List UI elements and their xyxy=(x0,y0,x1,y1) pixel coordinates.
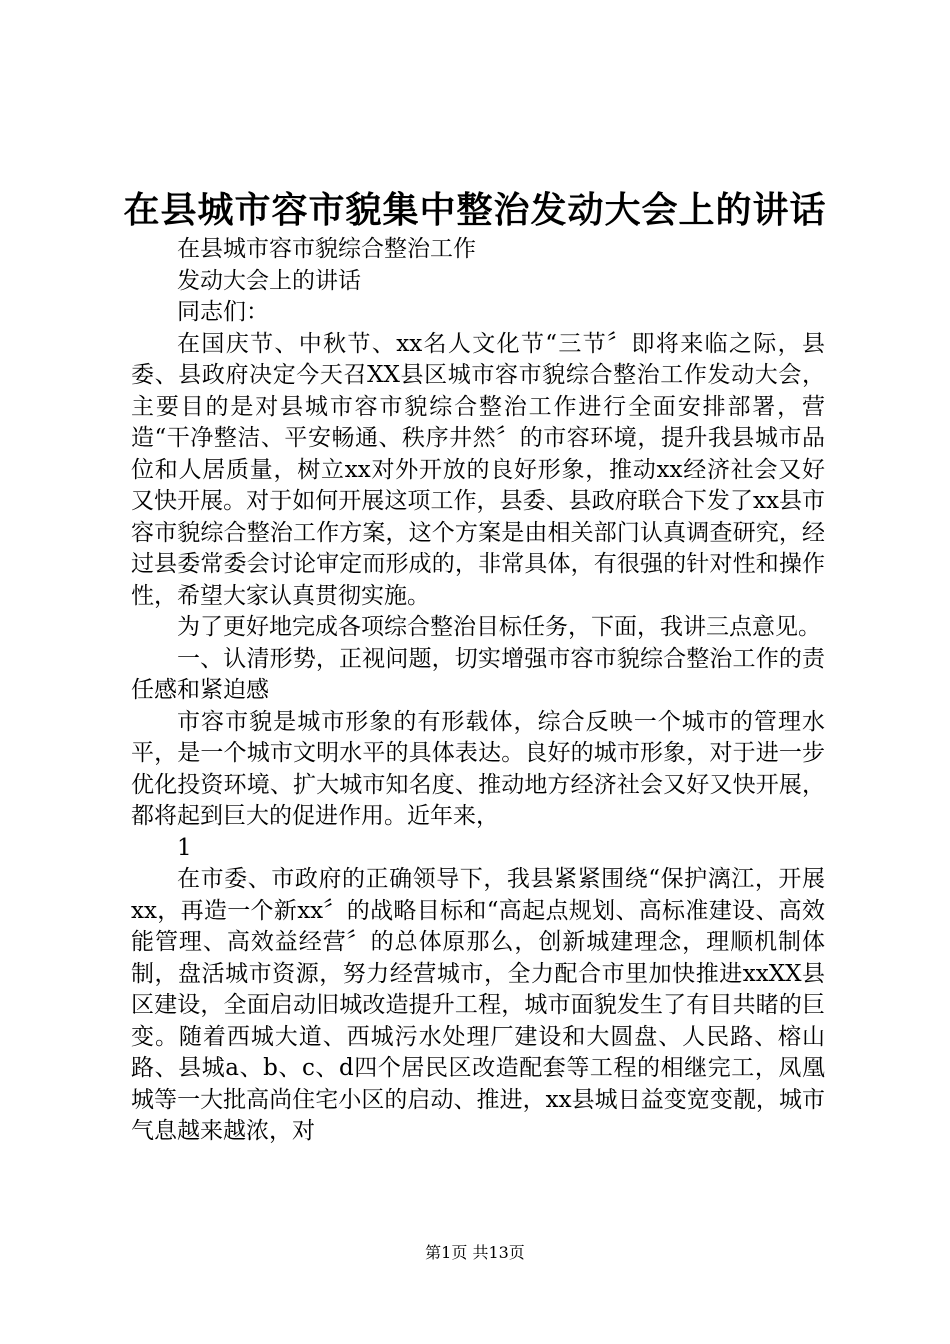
body-paragraph: 为了更好地完成各项综合整治目标任务，下面，我讲三点意见。 xyxy=(177,614,821,640)
body-paragraph: 在市委、市政府的正确领导下，我县紧紧围绕“保护漓江，开展xx，再造一个新xx〞的战略目标和“高起点规划、高标准建设、高效能管理、高效益经营〞的总体原那么，创新城建理念，理顺机制体制，盘活城市资源，努力经营城市，全力配合市里加快推进xxXX县区建设，全面启动旧城改造提升工程，城市面貌发生了有目共睹的巨变。随着西城大道、西城污水处理厂建设和大圆盘、人民路、榕山路、县城a、b、c、d四个居民区改造配套等工程的相继完工，凤凰城等一大批高尚住宅小区的启动、推进，xx县城日益变宽变靓，城市气息越来越浓，对 xyxy=(131,866,825,1144)
subtitle-line-1: 在县城市容市貌综合整治工作 xyxy=(177,236,476,262)
salutation: 同志们： xyxy=(177,299,269,325)
section-heading: 一、认清形势，正视问题，切实增强市容市貌综合整治工作的责任感和紧迫感 xyxy=(131,645,825,703)
inline-page-number: 1 xyxy=(177,834,192,861)
page-footer: 第1页 共13页 xyxy=(425,1243,525,1262)
body-paragraph: 市容市貌是城市形象的有形载体，综合反映一个城市的管理水平，是一个城市文明水平的具体表达。良好的城市形象，对于进一步优化投资环境、扩大城市知名度、推动地方经济社会又好又快开展，都将起到巨大的促进作用。近年来， xyxy=(131,708,825,829)
document-title: 在县城市容市貌集中整治发动大会上的讲话 xyxy=(123,189,827,231)
document-body xyxy=(131,234,825,1148)
subtitle-line-2: 发动大会上的讲话 xyxy=(177,267,361,294)
body-paragraph: 在国庆节、中秋节、xx名人文化节“三节〞即将来临之际，县委、县政府决定今天召XX县区城市容市貌综合整治工作发动大会，主要目的是对县城市容市貌综合整治工作进行全面安排部署，营造“干净整洁、平安畅通、秩序井然〞的市容环境，提升我县城市品位和人居质量，树立xx对外开放的良好形象，推动xx经济社会又好又快开展。对于如何开展这项工作，县委、县政府联合下发了xx县市容市貌综合整治工作方案，这个方案是由相关部门认真调查研究，经过县委常委会讨论审定而形成的，非常具体，有很强的针对性和操作性，希望大家认真贯彻实施。 xyxy=(131,330,825,609)
